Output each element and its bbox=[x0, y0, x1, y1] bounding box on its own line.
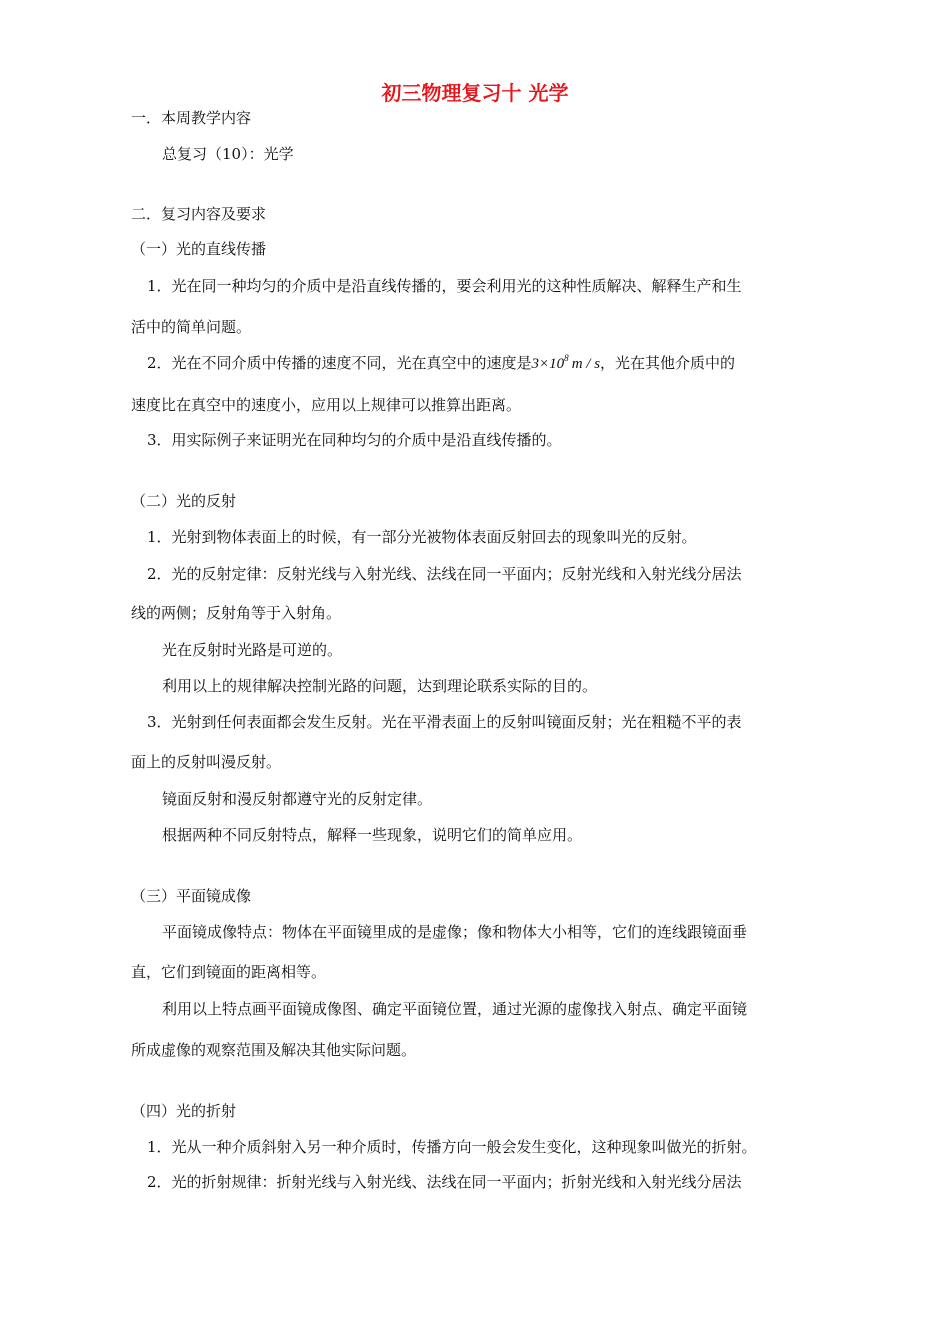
subsection-heading-refraction: （四）光的折射 bbox=[131, 1102, 237, 1120]
paragraph: 1．光在同一种均匀的介质中是沿直线传播的，要会利用光的这种性质解决、解释生产和生 bbox=[147, 277, 742, 295]
paragraph-text: ，光在其他介质中的 bbox=[600, 354, 736, 372]
paragraph: 3．光射到任何表面都会发生反射。光在平滑表面上的反射叫镜面反射；光在粗糙不平的表 bbox=[147, 713, 742, 731]
section-heading-1: 一．本周教学内容 bbox=[131, 109, 252, 127]
paragraph: 镜面反射和漫反射都遵守光的反射定律。 bbox=[162, 790, 433, 808]
paragraph: 2．光的折射规律：折射光线与入射光线、法线在同一平面内；折射光线和入射光线分居法 bbox=[147, 1173, 742, 1191]
speed-formula: $3\times 10^8$ m / s bbox=[531, 353, 601, 372]
paragraph-text: 2．光在不同介质中传播的速度不同，光在真空中的速度是 bbox=[147, 354, 532, 372]
paragraph: 2．光的反射定律：反射光线与入射光线、法线在同一平面内；反射光线和入射光线分居法 bbox=[147, 565, 742, 583]
subsection-heading-reflection: （二）光的反射 bbox=[131, 492, 237, 510]
paragraph: 利用以上的规律解决控制光路的问题，达到理论联系实际的目的。 bbox=[162, 677, 598, 695]
paragraph: 速度比在真空中的速度小，应用以上规律可以推算出距离。 bbox=[131, 396, 522, 414]
paragraph: 利用以上特点画平面镜成像图、确定平面镜位置，通过光源的虚像找入射点、确定平面镜 bbox=[162, 1000, 748, 1018]
paragraph: 直，它们到镜面的距离相等。 bbox=[131, 963, 327, 981]
paragraph-speed-of-light bbox=[147, 353, 735, 374]
week-content: 总复习（10）：光学 bbox=[162, 145, 294, 163]
paragraph: 1．光从一种介质斜射入另一种介质时，传播方向一般会发生变化，这种现象叫做光的折射。 bbox=[147, 1138, 757, 1156]
document-title: 初三物理复习十 光学 bbox=[381, 81, 569, 105]
subsection-heading-rectilinear: （一）光的直线传播 bbox=[131, 240, 267, 258]
paragraph: 平面镜成像特点：物体在平面镜里成的是虚像；像和物体大小相等，它们的连线跟镜面垂 bbox=[162, 923, 748, 941]
section-heading-2: 二．复习内容及要求 bbox=[131, 205, 267, 223]
paragraph: 所成虚像的观察范围及解决其他实际问题。 bbox=[131, 1041, 417, 1059]
subsection-heading-plane-mirror: （三）平面镜成像 bbox=[131, 887, 252, 905]
paragraph: 光在反射时光路是可逆的。 bbox=[162, 641, 343, 659]
paragraph: 3．用实际例子来证明光在同种均匀的介质中是沿直线传播的。 bbox=[147, 431, 562, 449]
paragraph: 线的两侧；反射角等于入射角。 bbox=[131, 604, 342, 622]
paragraph: 1．光射到物体表面上的时候，有一部分光被物体表面反射回去的现象叫光的反射。 bbox=[147, 528, 697, 546]
paragraph: 根据两种不同反射特点，解释一些现象，说明它们的简单应用。 bbox=[162, 826, 583, 844]
paragraph: 面上的反射叫漫反射。 bbox=[131, 753, 282, 771]
paragraph: 活中的简单问题。 bbox=[131, 318, 252, 336]
